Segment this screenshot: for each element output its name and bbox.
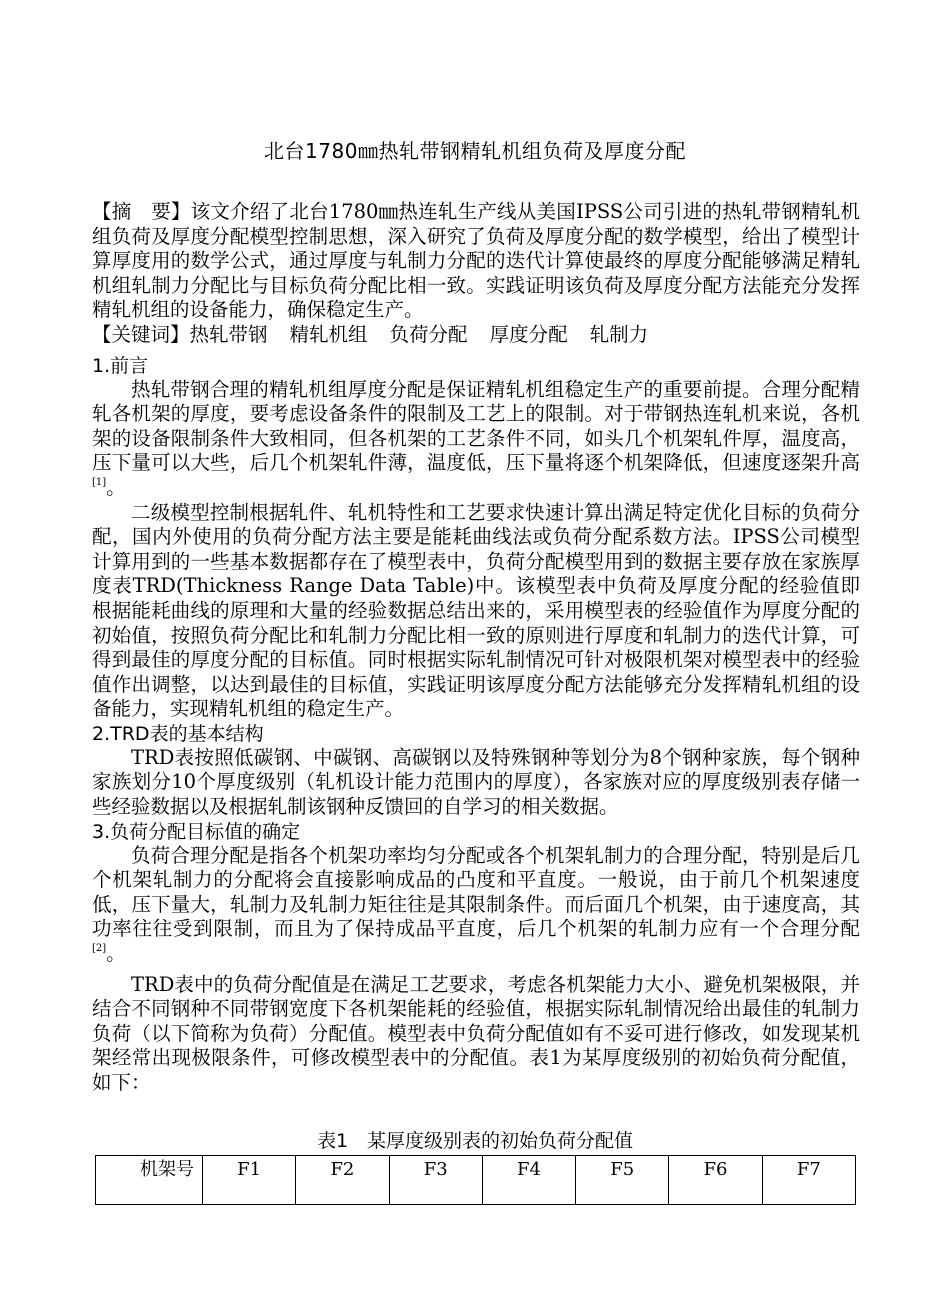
paragraph-text: 二级模型控制根据轧件、轧机特性和工艺要求快速计算出满足特定优化目标的负荷分配，国内外使用的负荷分配方法主要是能耗曲线法或负荷分配系数方法。IPSS公司模型计算用到的一些基本数据都存在了模型表中，负荷分配模型用到的数据主要存放在家族厚度表TRD(Thickness Range Data Table)中。该模型表中负荷及厚度分配的经验值即根据能耗曲线的原理和大量的经验数据总结出来的，采用模型表的经验值作为厚度分配的初始值，按照负荷分配比和轧制力分配比相一致的原则进行厚度和轧制力的迭代计算，可得到最佳的厚度分配的目标值。同时根据实际轧制情况可针对极限机架对模型表中的经验值作出调整，以达到最佳的目标值，实践证明该厚度分配方法能够充分发挥精轧机组的设备能力，实现精轧机组的稳定生产。 (92, 500, 860, 721)
table-caption: 表1 某厚度级别表的初始负荷分配值 (316, 1130, 634, 1152)
article-body (92, 200, 860, 1096)
paragraph-text: TRD表中的负荷分配值是在满足工艺要求，考虑各机架能力大小、避免机架极限，并结合不同钢种不同带钢宽度下各机架能耗的经验值，根据实际轧制情况给出最佳的轧制力负荷（以下简称为负荷）分配值。模型表中负荷分配值如有不妥可进行修改，如发现某机架经常出现极限条件，可修改模型表中的分配值。表1为某厚度级别的初始负荷分配值，如下： (92, 972, 860, 1094)
table-cell: F6 (669, 1156, 762, 1205)
paragraph (92, 973, 860, 1096)
paragraph (92, 746, 860, 820)
page-title: 北台1780㎜热轧带钢精轧机组负荷及厚度分配 (264, 139, 686, 163)
paragraph-tail: 。 (106, 475, 126, 499)
table-cell: F5 (576, 1156, 669, 1205)
keywords-label: 【关键词】 (92, 322, 190, 346)
keywords (92, 323, 860, 348)
citation: [2] (92, 943, 107, 955)
paragraph-text: 负荷合理分配是指各个机架功率均匀分配或各个机架轧制力的合理分配，特别是后几个机架轧制力的分配将会直接影响成品的凸度和平直度。一般说，由于前几个机架速度低，压下量大，轧制力及轧制力矩往往是其限制条件。而后面几个机架，由于速度高，其功率往往受到限制，而且为了保持成品平直度，后几个机架的轧制力应有一个合理分配 (92, 843, 860, 941)
table-cell: F2 (296, 1156, 389, 1205)
load-distribution-table (95, 1155, 856, 1205)
paragraph-text: 热轧带钢合理的精轧机组厚度分配是保证精轧机组稳定生产的重要前提。合理分配精轧各机架的厚度，要考虑设备条件的限制及工艺上的限制。对于带钢热连轧机来说，各机架的设备限制条件大致相同，但各机架的工艺条件不同，如头几个机架轧件厚，温度高，压下量可以大些，后几个机架轧件薄，温度低，压下量将逐个机架降低，但速度逐架升高 (92, 377, 860, 475)
paragraph (92, 378, 860, 501)
paragraph (92, 844, 860, 967)
section-heading: 1.前言 (92, 354, 149, 377)
section-heading: 3.负荷分配目标值的确定 (92, 820, 301, 843)
paragraph-text: TRD表按照低碳钢、中碳钢、高碳钢以及特殊钢种等划分为8个钢种家族，每个钢种家族划分10个厚度级别（轧机设计能力范围内的厚度），各家族对应的厚度级别表存储一些经验数据以及根据轧制该钢种反馈回的自学习的相关数据。 (92, 745, 860, 819)
citation: [1] (92, 476, 107, 488)
table-cell: F1 (203, 1156, 296, 1205)
keyword: 轧制力 (589, 322, 649, 346)
keyword: 厚度分配 (489, 322, 568, 346)
table-cell: F4 (482, 1156, 575, 1205)
table-cell: F7 (762, 1156, 855, 1205)
paragraph (92, 501, 860, 722)
table-cell: F3 (389, 1156, 482, 1205)
keyword: 热轧带钢 (189, 322, 268, 346)
keyword: 精轧机组 (289, 322, 368, 346)
section-heading: 2.TRD表的基本结构 (92, 722, 264, 745)
abstract (92, 200, 860, 323)
abstract-text: 该文介绍了北台1780㎜热连轧生产线从美国IPSS公司引进的热轧带钢精轧机组负荷及厚度分配模型控制思想，深入研究了负荷及厚度分配的数学模型，给出了模型计算厚度用的数学公式，通过厚度与轧制力分配的迭代计算使最终的厚度分配能够满足精轧机组轧制力分配比与目标负荷分配比相一致。实践证明该负荷及厚度分配方法能充分发挥精轧机组的设备能力，确保稳定生产。 (92, 200, 860, 322)
paragraph-tail: 。 (106, 942, 126, 966)
keyword: 负荷分配 (389, 322, 468, 346)
table-row (96, 1156, 856, 1205)
table-header-cell: 机架号 (96, 1156, 203, 1205)
abstract-label: 【摘 要】 (92, 200, 191, 223)
